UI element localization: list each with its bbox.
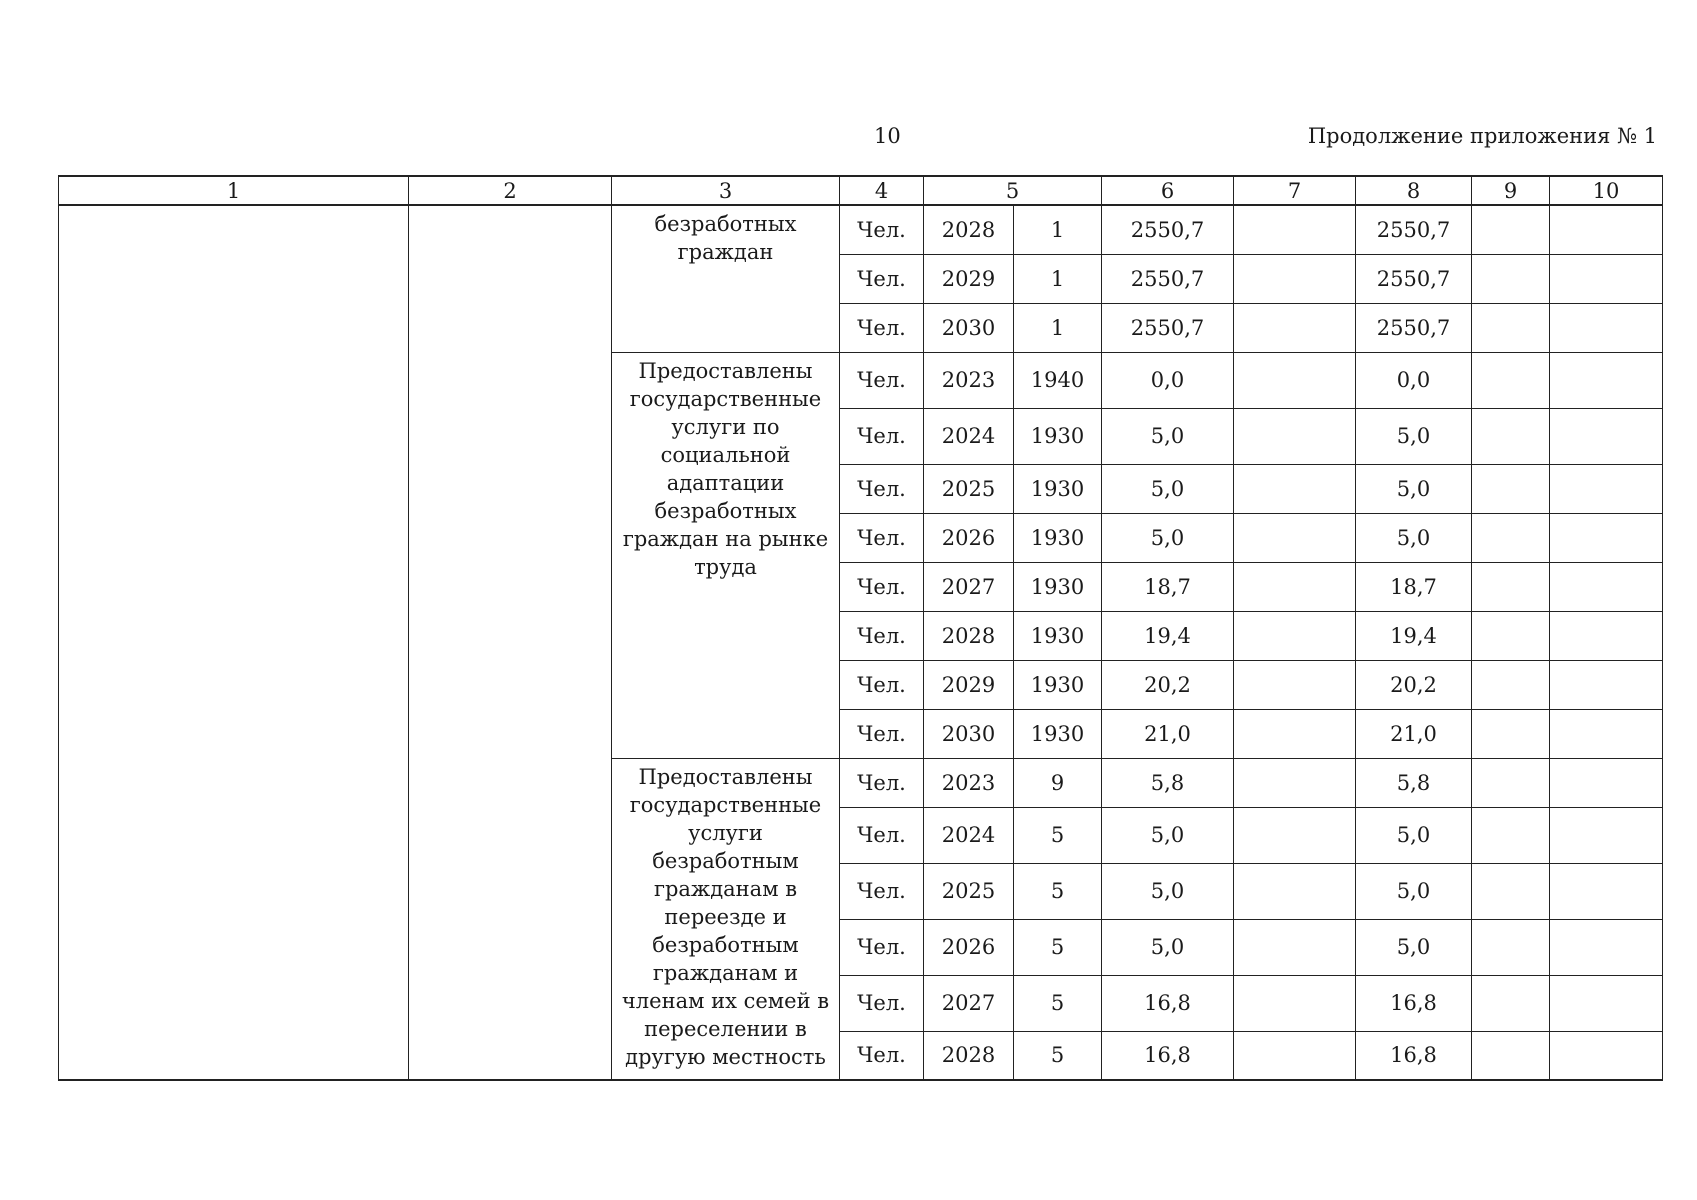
indicator-description: Предоставлены государственные услуги по социальной адаптации безработных граждан на рынке труда: [612, 352, 840, 758]
value-col6-cell: 5,0: [1102, 863, 1234, 919]
quantity-cell: 1940: [1014, 352, 1102, 408]
value-col7-cell: [1234, 1031, 1356, 1080]
value-col8-cell: 5,0: [1356, 807, 1472, 863]
unit-cell: Чел.: [840, 303, 924, 352]
value-col8-cell: 5,0: [1356, 513, 1472, 562]
value-col10-cell: [1550, 709, 1663, 758]
unit-cell: Чел.: [840, 660, 924, 709]
value-col10-cell: [1550, 611, 1663, 660]
value-col7-cell: [1234, 919, 1356, 975]
value-col8-cell: 0,0: [1356, 352, 1472, 408]
value-col6-cell: 2550,7: [1102, 205, 1234, 254]
value-col7-cell: [1234, 611, 1356, 660]
value-col6-cell: 18,7: [1102, 562, 1234, 611]
header-cell-7: 7: [1234, 176, 1356, 205]
quantity-cell: 1930: [1014, 562, 1102, 611]
value-col6-cell: 5,0: [1102, 464, 1234, 513]
year-cell: 2027: [924, 975, 1014, 1031]
value-col10-cell: [1550, 464, 1663, 513]
value-col10-cell: [1550, 408, 1663, 464]
value-col8-cell: 5,8: [1356, 758, 1472, 807]
header-cell-8: 8: [1356, 176, 1472, 205]
value-col8-cell: 20,2: [1356, 660, 1472, 709]
unit-cell: Чел.: [840, 205, 924, 254]
year-cell: 2026: [924, 513, 1014, 562]
unit-cell: Чел.: [840, 464, 924, 513]
value-col7-cell: [1234, 975, 1356, 1031]
value-col10-cell: [1550, 758, 1663, 807]
value-col9-cell: [1472, 254, 1550, 303]
value-col9-cell: [1472, 709, 1550, 758]
year-cell: 2028: [924, 205, 1014, 254]
value-col6-cell: 16,8: [1102, 975, 1234, 1031]
value-col10-cell: [1550, 863, 1663, 919]
value-col6-cell: 20,2: [1102, 660, 1234, 709]
header-cell-4: 4: [840, 176, 924, 205]
quantity-cell: 1930: [1014, 611, 1102, 660]
unit-cell: Чел.: [840, 807, 924, 863]
quantity-cell: 1: [1014, 254, 1102, 303]
header-cell-1: 1: [59, 176, 409, 205]
header-row: [59, 176, 1663, 205]
value-col9-cell: [1472, 758, 1550, 807]
unit-cell: Чел.: [840, 709, 924, 758]
value-col6-cell: 5,0: [1102, 919, 1234, 975]
quantity-cell: 1930: [1014, 660, 1102, 709]
value-col9-cell: [1472, 205, 1550, 254]
page-number: 10: [874, 124, 901, 148]
value-col10-cell: [1550, 807, 1663, 863]
value-col7-cell: [1234, 352, 1356, 408]
value-col9-cell: [1472, 919, 1550, 975]
value-col9-cell: [1472, 562, 1550, 611]
appendix-continuation-label: Продолжение приложения № 1: [1307, 124, 1657, 148]
value-col6-cell: 0,0: [1102, 352, 1234, 408]
year-cell: 2027: [924, 562, 1014, 611]
value-col9-cell: [1472, 863, 1550, 919]
value-col6-cell: 21,0: [1102, 709, 1234, 758]
year-cell: 2024: [924, 408, 1014, 464]
value-col7-cell: [1234, 863, 1356, 919]
value-col7-cell: [1234, 758, 1356, 807]
value-col8-cell: 2550,7: [1356, 303, 1472, 352]
value-col9-cell: [1472, 611, 1550, 660]
value-col9-cell: [1472, 464, 1550, 513]
quantity-cell: 1: [1014, 205, 1102, 254]
value-col8-cell: 5,0: [1356, 919, 1472, 975]
value-col7-cell: [1234, 254, 1356, 303]
header-cell-2: 2: [409, 176, 612, 205]
year-cell: 2028: [924, 1031, 1014, 1080]
year-cell: 2029: [924, 660, 1014, 709]
unit-cell: Чел.: [840, 1031, 924, 1080]
quantity-cell: 5: [1014, 919, 1102, 975]
header-cell-5: 5: [924, 176, 1102, 205]
value-col7-cell: [1234, 464, 1356, 513]
value-col8-cell: 5,0: [1356, 464, 1472, 513]
unit-cell: Чел.: [840, 758, 924, 807]
unit-cell: Чел.: [840, 611, 924, 660]
value-col8-cell: 16,8: [1356, 975, 1472, 1031]
value-col9-cell: [1472, 513, 1550, 562]
unit-cell: Чел.: [840, 975, 924, 1031]
value-col9-cell: [1472, 660, 1550, 709]
header-cell-9: 9: [1472, 176, 1550, 205]
value-col9-cell: [1472, 303, 1550, 352]
unit-cell: Чел.: [840, 513, 924, 562]
year-cell: 2026: [924, 919, 1014, 975]
value-col6-cell: 5,0: [1102, 807, 1234, 863]
year-cell: 2029: [924, 254, 1014, 303]
value-col6-cell: 5,8: [1102, 758, 1234, 807]
value-col8-cell: 5,0: [1356, 408, 1472, 464]
quantity-cell: 5: [1014, 807, 1102, 863]
value-col10-cell: [1550, 205, 1663, 254]
unit-cell: Чел.: [840, 562, 924, 611]
year-cell: 2025: [924, 464, 1014, 513]
indicator-description: безработных граждан: [612, 205, 840, 352]
value-col6-cell: 2550,7: [1102, 303, 1234, 352]
value-col7-cell: [1234, 562, 1356, 611]
value-col10-cell: [1550, 660, 1663, 709]
value-col9-cell: [1472, 352, 1550, 408]
unit-cell: Чел.: [840, 352, 924, 408]
value-col7-cell: [1234, 807, 1356, 863]
value-col10-cell: [1550, 919, 1663, 975]
unit-cell: Чел.: [840, 254, 924, 303]
value-col7-cell: [1234, 709, 1356, 758]
quantity-cell: 5: [1014, 863, 1102, 919]
value-col7-cell: [1234, 303, 1356, 352]
column-2-cell: [409, 205, 612, 1080]
value-col10-cell: [1550, 352, 1663, 408]
quantity-cell: 1930: [1014, 464, 1102, 513]
value-col10-cell: [1550, 254, 1663, 303]
quantity-cell: 5: [1014, 1031, 1102, 1080]
year-cell: 2028: [924, 611, 1014, 660]
quantity-cell: 9: [1014, 758, 1102, 807]
value-col10-cell: [1550, 303, 1663, 352]
value-col8-cell: 16,8: [1356, 1031, 1472, 1080]
value-col10-cell: [1550, 975, 1663, 1031]
unit-cell: Чел.: [840, 919, 924, 975]
year-cell: 2023: [924, 352, 1014, 408]
year-cell: 2023: [924, 758, 1014, 807]
value-col7-cell: [1234, 205, 1356, 254]
value-col10-cell: [1550, 562, 1663, 611]
value-col8-cell: 19,4: [1356, 611, 1472, 660]
value-col8-cell: 18,7: [1356, 562, 1472, 611]
unit-cell: Чел.: [840, 408, 924, 464]
table-row: [59, 205, 1663, 254]
value-col6-cell: 5,0: [1102, 408, 1234, 464]
year-cell: 2030: [924, 303, 1014, 352]
quantity-cell: 1: [1014, 303, 1102, 352]
quantity-cell: 1930: [1014, 408, 1102, 464]
appendix-table: [58, 175, 1663, 1081]
year-cell: 2025: [924, 863, 1014, 919]
value-col9-cell: [1472, 1031, 1550, 1080]
header-cell-3: 3: [612, 176, 840, 205]
value-col6-cell: 16,8: [1102, 1031, 1234, 1080]
quantity-cell: 1930: [1014, 709, 1102, 758]
value-col6-cell: 5,0: [1102, 513, 1234, 562]
value-col10-cell: [1550, 513, 1663, 562]
value-col8-cell: 21,0: [1356, 709, 1472, 758]
column-1-cell: [59, 205, 409, 1080]
value-col7-cell: [1234, 513, 1356, 562]
value-col9-cell: [1472, 975, 1550, 1031]
value-col8-cell: 2550,7: [1356, 254, 1472, 303]
quantity-cell: 5: [1014, 975, 1102, 1031]
year-cell: 2024: [924, 807, 1014, 863]
value-col9-cell: [1472, 408, 1550, 464]
value-col7-cell: [1234, 660, 1356, 709]
year-cell: 2030: [924, 709, 1014, 758]
value-col7-cell: [1234, 408, 1356, 464]
value-col8-cell: 5,0: [1356, 863, 1472, 919]
value-col10-cell: [1550, 1031, 1663, 1080]
value-col6-cell: 2550,7: [1102, 254, 1234, 303]
indicator-description: Предоставлены государственные услуги безработным гражданам в переезде и безработным гражданам и членам их семей в переселении в другую местность: [612, 758, 840, 1080]
quantity-cell: 1930: [1014, 513, 1102, 562]
value-col6-cell: 19,4: [1102, 611, 1234, 660]
header-cell-10: 10: [1550, 176, 1663, 205]
value-col9-cell: [1472, 807, 1550, 863]
value-col8-cell: 2550,7: [1356, 205, 1472, 254]
header-cell-6: 6: [1102, 176, 1234, 205]
unit-cell: Чел.: [840, 863, 924, 919]
